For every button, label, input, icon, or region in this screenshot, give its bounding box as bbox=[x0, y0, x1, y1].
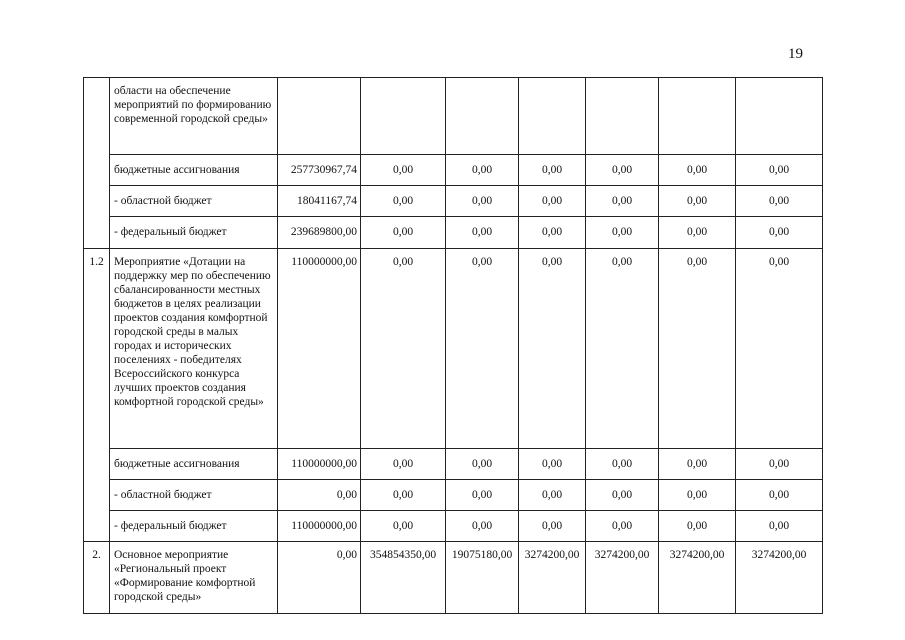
value-cell: 0,00 bbox=[659, 510, 736, 542]
table-row bbox=[84, 448, 823, 479]
value-cell: 0,00 bbox=[361, 248, 446, 448]
value-cell: 0,00 bbox=[519, 155, 586, 186]
value-cell: 0,00 bbox=[659, 217, 736, 249]
value-cell: 0,00 bbox=[659, 248, 736, 448]
table-row bbox=[84, 155, 823, 186]
value-cell: 0,00 bbox=[659, 448, 736, 479]
value-cell: 0,00 bbox=[519, 448, 586, 479]
row-number bbox=[84, 510, 110, 542]
value-cell: 0,00 bbox=[586, 448, 659, 479]
value-cell: 110000000,00 bbox=[278, 248, 361, 448]
row-number bbox=[84, 186, 110, 217]
value-cell: 18041167,74 bbox=[278, 186, 361, 217]
value-cell: 19075180,00 bbox=[446, 542, 519, 614]
value-cell: 0,00 bbox=[736, 448, 823, 479]
row-number: 2. bbox=[84, 542, 110, 614]
page-number: 19 bbox=[788, 46, 803, 62]
value-cell: 3274200,00 bbox=[519, 542, 586, 614]
row-name: - областной бюджет bbox=[110, 186, 278, 217]
value-cell: 0,00 bbox=[659, 155, 736, 186]
table-row bbox=[84, 217, 823, 249]
value-cell: 0,00 bbox=[361, 448, 446, 479]
value-cell: 0,00 bbox=[736, 186, 823, 217]
row-number bbox=[84, 155, 110, 186]
row-name: Мероприятие «Дотации на поддержку мер по обеспечению сбалансированности местных бюджетов в целях реализации проектов создания комфортной городской среды в малых городах и исторических поселениях - победителях Всероссийского конкурса лучших проектов создания комфортной городской среды» bbox=[110, 248, 278, 448]
value-cell: 0,00 bbox=[446, 217, 519, 249]
value-cell: 0,00 bbox=[446, 248, 519, 448]
row-name: бюджетные ассигнования bbox=[110, 155, 278, 186]
value-cell: 0,00 bbox=[519, 248, 586, 448]
value-cell bbox=[519, 78, 586, 155]
value-cell: 0,00 bbox=[361, 479, 446, 510]
value-cell: 0,00 bbox=[586, 479, 659, 510]
value-cell: 239689800,00 bbox=[278, 217, 361, 249]
table-row bbox=[84, 78, 823, 155]
value-cell: 0,00 bbox=[519, 510, 586, 542]
row-number bbox=[84, 448, 110, 479]
table-row bbox=[84, 186, 823, 217]
value-cell: 3274200,00 bbox=[586, 542, 659, 614]
value-cell: 0,00 bbox=[519, 217, 586, 249]
budget-table bbox=[83, 77, 823, 614]
value-cell: 0,00 bbox=[361, 186, 446, 217]
value-cell: 0,00 bbox=[278, 479, 361, 510]
value-cell: 0,00 bbox=[736, 217, 823, 249]
value-cell: 0,00 bbox=[659, 479, 736, 510]
table-row bbox=[84, 542, 823, 614]
row-name: Основное мероприятие «Региональный проект «Формирование комфортной городской среды» bbox=[110, 542, 278, 614]
row-name: области на обеспечение мероприятий по формированию современной городской среды» bbox=[110, 78, 278, 155]
value-cell: 0,00 bbox=[361, 155, 446, 186]
value-cell bbox=[586, 78, 659, 155]
value-cell bbox=[736, 78, 823, 155]
table-row bbox=[84, 248, 823, 448]
value-cell: 110000000,00 bbox=[278, 510, 361, 542]
value-cell: 0,00 bbox=[736, 510, 823, 542]
value-cell: 0,00 bbox=[446, 510, 519, 542]
value-cell: 0,00 bbox=[659, 186, 736, 217]
row-name: - федеральный бюджет bbox=[110, 217, 278, 249]
value-cell: 0,00 bbox=[736, 479, 823, 510]
value-cell: 0,00 bbox=[586, 510, 659, 542]
value-cell: 0,00 bbox=[586, 248, 659, 448]
value-cell: 0,00 bbox=[519, 186, 586, 217]
row-number bbox=[84, 217, 110, 249]
table-row bbox=[84, 479, 823, 510]
value-cell: 0,00 bbox=[446, 155, 519, 186]
value-cell: 0,00 bbox=[361, 217, 446, 249]
value-cell: 0,00 bbox=[519, 479, 586, 510]
value-cell: 0,00 bbox=[736, 248, 823, 448]
value-cell: 0,00 bbox=[586, 186, 659, 217]
value-cell: 110000000,00 bbox=[278, 448, 361, 479]
value-cell: 0,00 bbox=[586, 155, 659, 186]
value-cell: 3274200,00 bbox=[736, 542, 823, 614]
value-cell bbox=[361, 78, 446, 155]
value-cell: 3274200,00 bbox=[659, 542, 736, 614]
row-name: бюджетные ассигнования bbox=[110, 448, 278, 479]
value-cell: 0,00 bbox=[736, 155, 823, 186]
value-cell: 0,00 bbox=[446, 186, 519, 217]
value-cell: 0,00 bbox=[278, 542, 361, 614]
value-cell: 0,00 bbox=[586, 217, 659, 249]
row-name: - федеральный бюджет bbox=[110, 510, 278, 542]
value-cell bbox=[446, 78, 519, 155]
value-cell: 0,00 bbox=[361, 510, 446, 542]
value-cell: 257730967,74 bbox=[278, 155, 361, 186]
row-name: - областной бюджет bbox=[110, 479, 278, 510]
value-cell: 354854350,00 bbox=[361, 542, 446, 614]
value-cell bbox=[659, 78, 736, 155]
row-number bbox=[84, 78, 110, 155]
value-cell: 0,00 bbox=[446, 448, 519, 479]
value-cell bbox=[278, 78, 361, 155]
row-number bbox=[84, 479, 110, 510]
table-row bbox=[84, 510, 823, 542]
value-cell: 0,00 bbox=[446, 479, 519, 510]
row-number: 1.2 bbox=[84, 248, 110, 448]
